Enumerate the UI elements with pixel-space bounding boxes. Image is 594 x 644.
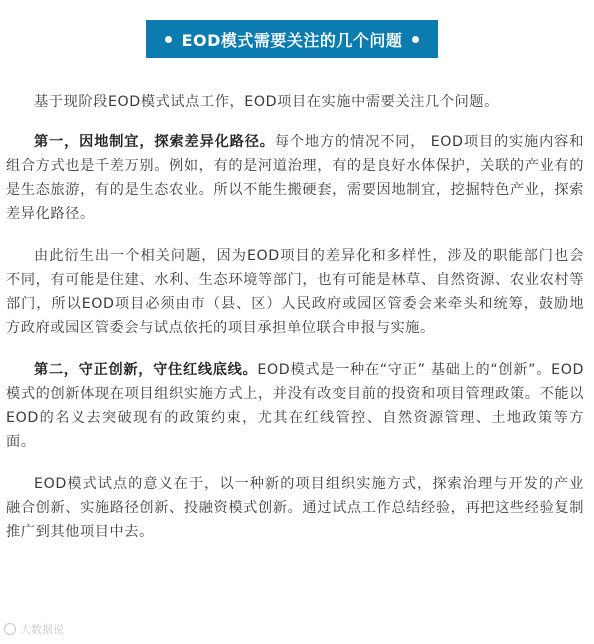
section-title-banner (146, 20, 438, 58)
point-one-heading: 第一，因地制宜，探索差异化路径。 (34, 134, 275, 150)
related-issue-paragraph: 由此衍生出一个相关问题，因为EOD项目的差异化和多样性，涉及的职能部门也会不同，有可能是住建、水利、生态环境等部门，也有可能是林草、自然资源、农业农村等部门，所以EOD项目必须由市（县、区）人民政府或园区管委会来牵头和统筹，鼓励地方政府或园区管委会与试点依托的项目承担单位联合申报与实施。 (6, 248, 584, 336)
watermark-logo-icon (4, 623, 16, 635)
watermark-text: 大数据说 (20, 623, 64, 636)
article-body (6, 90, 584, 562)
point-one-body: 每个地方的情况不同， EOD项目的实施内容和组合方式也是千差万别。例如，有的是河道治理，有的是良好水体保护，关联的产业有的是生态旅游，有的是生态农业。所以不能生搬硬套，需要因地制宜，挖掘特色产业，探索差异化路径。 (6, 134, 584, 222)
point-two-body: EOD模式是一种在“守正” 基础上的“创新”。EOD模式的创新体现在项目组织实施方式上，并没有改变目前的投资和项目管理政策。不能以EOD的名义去突破现有的政策约束，尤其在红线管控、自然资源管理、土地政策等方面。 (6, 362, 584, 450)
point-one-paragraph (6, 130, 584, 226)
significance-paragraph: EOD模式试点的意义在于，以一种新的项目组织实施方式，探索治理与开发的产业融合创新、实施路径创新、投融资模式创新。通过试点工作总结经验，再把这些经验复制推广到其他项目中去。 (6, 476, 584, 540)
bullet-dot-icon (412, 36, 419, 43)
point-two-paragraph (6, 358, 584, 454)
intro-paragraph: 基于现阶段EOD模式试点工作，EOD项目在实施中需要关注几个问题。 (34, 94, 499, 110)
bullet-dot-icon (165, 36, 172, 43)
section-title: EOD模式需要关注的几个问题 (181, 30, 403, 50)
point-two-heading: 第二，守正创新，守住红线底线。 (34, 362, 258, 378)
watermark (4, 621, 64, 637)
